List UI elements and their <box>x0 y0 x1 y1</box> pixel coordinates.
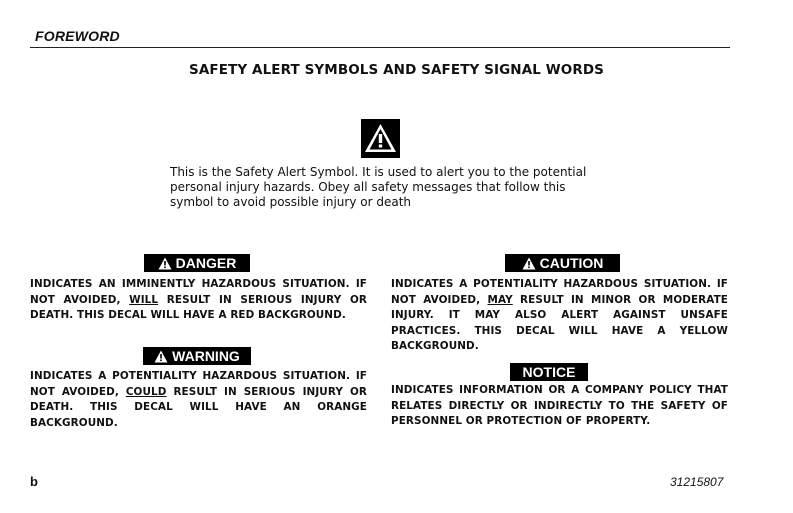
notice-label-text: NOTICE <box>522 364 576 380</box>
caution-keyword: MAY <box>487 293 513 306</box>
header-divider <box>30 47 730 48</box>
warning-triangle-icon <box>361 119 400 158</box>
section-header: FOREWORD <box>35 28 120 44</box>
caution-text-before: INDICATES A POTENTIALITY HAZARDOUS SITUATION. IF NOT AVOIDED, <box>391 278 728 306</box>
warning-description <box>30 369 367 431</box>
document-number: 31215807 <box>670 475 724 489</box>
caution-label <box>505 254 620 272</box>
page-title: SAFETY ALERT SYMBOLS AND SAFETY SIGNAL WORDS <box>189 62 604 78</box>
danger-label-text: DANGER <box>175 255 237 271</box>
notice-description: INDICATES INFORMATION OR A COMPANY POLICY THAT RELATES DIRECTLY OR INDIRECTLY TO THE SAFETY OF PERSONNEL OR PROTECTION OF PROPERTY. <box>391 384 728 427</box>
intro-paragraph: This is the Safety Alert Symbol. It is used to alert you to the potential personal injury hazards. Obey all safety messages that follow this symbol to avoid possible injury or death <box>170 165 587 209</box>
notice-label <box>510 363 588 381</box>
warning-text-after: RESULT IN SERIOUS INJURY OR DEATH. THIS DECAL WILL HAVE AN ORANGE BACKGROUND. <box>30 385 367 429</box>
warning-label-text: WARNING <box>172 348 240 364</box>
danger-description <box>30 277 367 324</box>
warning-keyword: COULD <box>125 385 167 398</box>
warning-label <box>143 347 251 365</box>
caution-label-text: CAUTION <box>539 255 604 271</box>
warning-triangle-icon <box>522 257 536 270</box>
danger-keyword: WILL <box>129 293 159 306</box>
danger-label <box>144 254 250 272</box>
caution-description <box>391 277 728 355</box>
warning-text-before: INDICATES A POTENTIALITY HAZARDOUS SITUATION. IF NOT AVOIDED, <box>30 370 367 398</box>
danger-text-before: INDICATES AN IMMINENTLY HAZARDOUS SITUATION. IF NOT AVOIDED, <box>30 278 367 306</box>
danger-text-after: RESULT IN SERIOUS INJURY OR DEATH. THIS DECAL WILL HAVE A RED BACKGROUND. <box>30 293 367 321</box>
warning-triangle-icon <box>158 257 172 270</box>
page-letter: b <box>30 474 38 489</box>
caution-text-after: RESULT IN MINOR OR MODERATE INJURY. IT MAY ALSO ALERT AGAINST UNSAFE PRACTICES. THIS DECAL WILL HAVE A YELLOW BACKGROUND. <box>391 293 729 352</box>
warning-triangle-icon <box>154 350 168 363</box>
